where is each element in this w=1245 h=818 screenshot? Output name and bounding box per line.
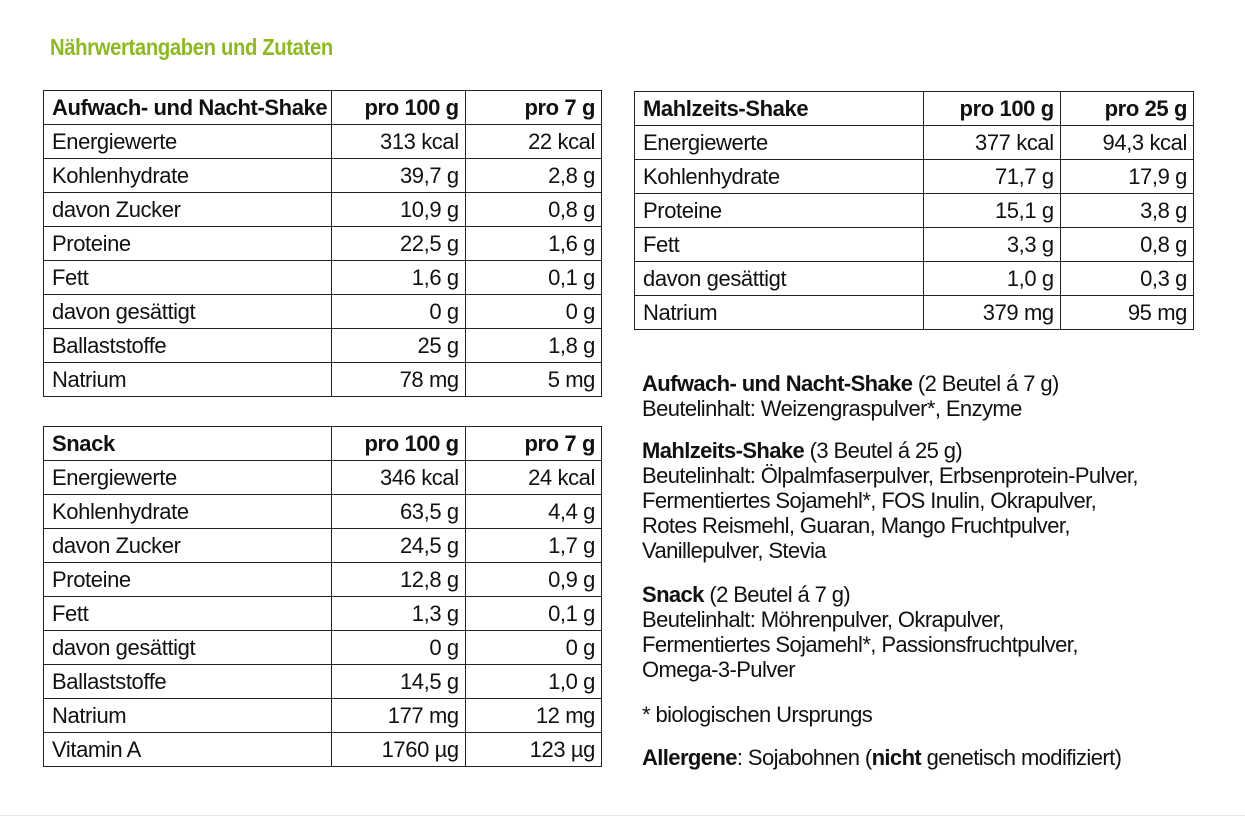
nutrient-value-cell: 12,8 g	[331, 563, 465, 597]
nutrient-value-cell: 1,8 g	[465, 329, 601, 363]
wake-shake-heading	[642, 371, 1059, 396]
nutrient-value-cell: 377 kcal	[923, 126, 1060, 160]
ingredient-line: Beutelinhalt: Ölpalmfaserpulver, Erbsenprotein-Pulver,	[642, 463, 1138, 488]
wake-shake-name: Aufwach- und Nacht-Shake	[642, 371, 913, 396]
nutrient-name-cell: Kohlenhydrate	[635, 160, 924, 194]
nutrient-value-cell: 0,3 g	[1060, 262, 1193, 296]
nutrient-value-cell: 1,3 g	[331, 597, 465, 631]
nutrient-name-cell: Proteine	[635, 194, 924, 228]
ingredient-line: Beutelinhalt: Weizengraspulver*, Enzyme	[642, 396, 1022, 421]
column-header-cell: pro 100 g	[331, 91, 465, 125]
nutrient-value-cell: 94,3 kcal	[1060, 126, 1193, 160]
table-title-cell: Aufwach- und Nacht-Shake	[44, 91, 332, 125]
table-title-cell: Mahlzeits-Shake	[635, 92, 924, 126]
nutrient-value-cell: 10,9 g	[331, 193, 465, 227]
nutrient-value-cell: 2,8 g	[465, 159, 601, 193]
nutrient-name-cell: Fett	[44, 261, 332, 295]
nutrient-name-cell: Ballaststoffe	[44, 329, 332, 363]
ingredient-line: Fermentiertes Sojamehl*, Passionsfruchtpulver,	[642, 632, 1078, 657]
nutrient-value-cell: 0 g	[465, 631, 601, 665]
nutrient-value-cell: 346 kcal	[331, 461, 465, 495]
nutrient-value-cell: 22,5 g	[331, 227, 465, 261]
table-row	[44, 631, 602, 665]
nutrient-value-cell: 123 µg	[465, 733, 601, 767]
meal-shake-name: Mahlzeits-Shake	[642, 438, 805, 463]
nutrient-name-cell: Natrium	[44, 363, 332, 397]
nutrient-name-cell: Kohlenhydrate	[44, 495, 332, 529]
nutrient-value-cell: 14,5 g	[331, 665, 465, 699]
snack-ingredients	[642, 582, 1078, 682]
table-row	[44, 261, 602, 295]
ingredient-line: Rotes Reismehl, Guaran, Mango Fruchtpulver,	[642, 513, 1070, 538]
nutrient-value-cell: 0,8 g	[465, 193, 601, 227]
allergens-emphasis: nicht	[871, 745, 922, 770]
ingredient-line: Vanillepulver, Stevia	[642, 538, 826, 563]
nutrient-value-cell: 1,0 g	[923, 262, 1060, 296]
nutrient-name-cell: Natrium	[44, 699, 332, 733]
nutrient-value-cell: 0 g	[331, 295, 465, 329]
table-row	[635, 126, 1194, 160]
nutrient-name-cell: Fett	[635, 228, 924, 262]
nutrient-value-cell: 24 kcal	[465, 461, 601, 495]
nutrient-name-cell: Ballaststoffe	[44, 665, 332, 699]
table-row	[44, 665, 602, 699]
table-row	[44, 193, 602, 227]
nutrient-value-cell: 1,6 g	[465, 227, 601, 261]
column-header-cell: pro 25 g	[1060, 92, 1193, 126]
nutrient-value-cell: 78 mg	[331, 363, 465, 397]
snack-nutrition-table	[43, 426, 602, 767]
table-row	[44, 329, 602, 363]
wake-shake-nutrition-table	[43, 90, 602, 397]
meal-shake-ingredients	[642, 438, 1138, 563]
nutrient-value-cell: 0,8 g	[1060, 228, 1193, 262]
table-header-row	[44, 427, 602, 461]
ingredient-line: Omega-3-Pulver	[642, 657, 795, 682]
column-header-cell: pro 100 g	[923, 92, 1060, 126]
column-header-cell: pro 7 g	[465, 91, 601, 125]
nutrient-value-cell: 95 mg	[1060, 296, 1193, 330]
nutrient-name-cell: Energiewerte	[44, 125, 332, 159]
table-row	[635, 160, 1194, 194]
table-row	[44, 295, 602, 329]
nutrient-value-cell: 15,1 g	[923, 194, 1060, 228]
nutrient-value-cell: 1,7 g	[465, 529, 601, 563]
column-header-cell: pro 7 g	[465, 427, 601, 461]
table-header-row	[635, 92, 1194, 126]
table-row	[44, 363, 602, 397]
table-row	[635, 194, 1194, 228]
table-row	[635, 296, 1194, 330]
table-row	[44, 563, 602, 597]
nutrient-value-cell: 25 g	[331, 329, 465, 363]
nutrient-name-cell: Energiewerte	[44, 461, 332, 495]
nutrient-name-cell: Proteine	[44, 227, 332, 261]
nutrient-value-cell: 379 mg	[923, 296, 1060, 330]
ingredient-line: Fermentiertes Sojamehl*, FOS Inulin, Okrapulver,	[642, 488, 1097, 513]
organic-footnote: * biologischen Ursprungs	[642, 702, 873, 727]
nutrient-name-cell: Proteine	[44, 563, 332, 597]
snack-name: Snack	[642, 582, 704, 607]
allergens-text-after: genetisch modifiziert)	[921, 745, 1122, 770]
nutrient-value-cell: 0 g	[465, 295, 601, 329]
snack-heading	[642, 582, 1078, 607]
table-row	[44, 529, 602, 563]
table-row	[44, 159, 602, 193]
table-header-row	[44, 91, 602, 125]
nutrient-value-cell: 5 mg	[465, 363, 601, 397]
nutrient-value-cell: 71,7 g	[923, 160, 1060, 194]
snack-pack: (2 Beutel á 7 g)	[703, 582, 851, 607]
nutrient-name-cell: davon Zucker	[44, 193, 332, 227]
table-row	[44, 125, 602, 159]
nutrient-value-cell: 3,3 g	[923, 228, 1060, 262]
nutrient-name-cell: davon gesättigt	[44, 295, 332, 329]
nutrient-value-cell: 177 mg	[331, 699, 465, 733]
nutrient-value-cell: 24,5 g	[331, 529, 465, 563]
table-row	[44, 733, 602, 767]
nutrient-value-cell: 3,8 g	[1060, 194, 1193, 228]
meal-shake-nutrition-table	[634, 91, 1194, 330]
nutrient-value-cell: 0,1 g	[465, 597, 601, 631]
page-title: Nährwertangaben und Zutaten	[50, 34, 333, 60]
table-row	[44, 699, 602, 733]
meal-shake-heading	[642, 438, 1138, 463]
nutrient-value-cell: 1,0 g	[465, 665, 601, 699]
nutrient-value-cell: 1,6 g	[331, 261, 465, 295]
nutrient-value-cell: 63,5 g	[331, 495, 465, 529]
table-row	[44, 597, 602, 631]
nutrient-value-cell: 17,9 g	[1060, 160, 1193, 194]
column-header-cell: pro 100 g	[331, 427, 465, 461]
nutrient-name-cell: Fett	[44, 597, 332, 631]
nutrient-value-cell: 12 mg	[465, 699, 601, 733]
wake-shake-pack: (2 Beutel á 7 g)	[912, 371, 1059, 396]
nutrient-value-cell: 0 g	[331, 631, 465, 665]
wake-shake-ingredients	[642, 371, 1059, 421]
nutrient-value-cell: 1760 µg	[331, 733, 465, 767]
table-row	[635, 228, 1194, 262]
allergens-text-before: : Sojabohnen (	[736, 745, 872, 770]
nutrient-name-cell: Energiewerte	[635, 126, 924, 160]
nutrient-name-cell: Kohlenhydrate	[44, 159, 332, 193]
table-row	[44, 461, 602, 495]
table-row	[44, 227, 602, 261]
ingredient-line: Beutelinhalt: Möhrenpulver, Okrapulver,	[642, 607, 1004, 632]
nutrient-name-cell: davon gesättigt	[635, 262, 924, 296]
meal-shake-pack: (3 Beutel á 25 g)	[804, 438, 963, 463]
nutrient-value-cell: 39,7 g	[331, 159, 465, 193]
table-row	[635, 262, 1194, 296]
table-title-cell: Snack	[44, 427, 332, 461]
nutrient-name-cell: Natrium	[635, 296, 924, 330]
nutrient-value-cell: 22 kcal	[465, 125, 601, 159]
nutrient-value-cell: 0,1 g	[465, 261, 601, 295]
nutrient-value-cell: 0,9 g	[465, 563, 601, 597]
table-row	[44, 495, 602, 529]
allergens-note	[642, 745, 1121, 770]
nutrient-name-cell: Vitamin A	[44, 733, 332, 767]
nutrient-name-cell: davon Zucker	[44, 529, 332, 563]
allergens-label: Allergene	[642, 745, 737, 770]
bottom-divider	[0, 815, 1245, 816]
nutrient-value-cell: 313 kcal	[331, 125, 465, 159]
nutrient-name-cell: davon gesättigt	[44, 631, 332, 665]
nutrient-value-cell: 4,4 g	[465, 495, 601, 529]
